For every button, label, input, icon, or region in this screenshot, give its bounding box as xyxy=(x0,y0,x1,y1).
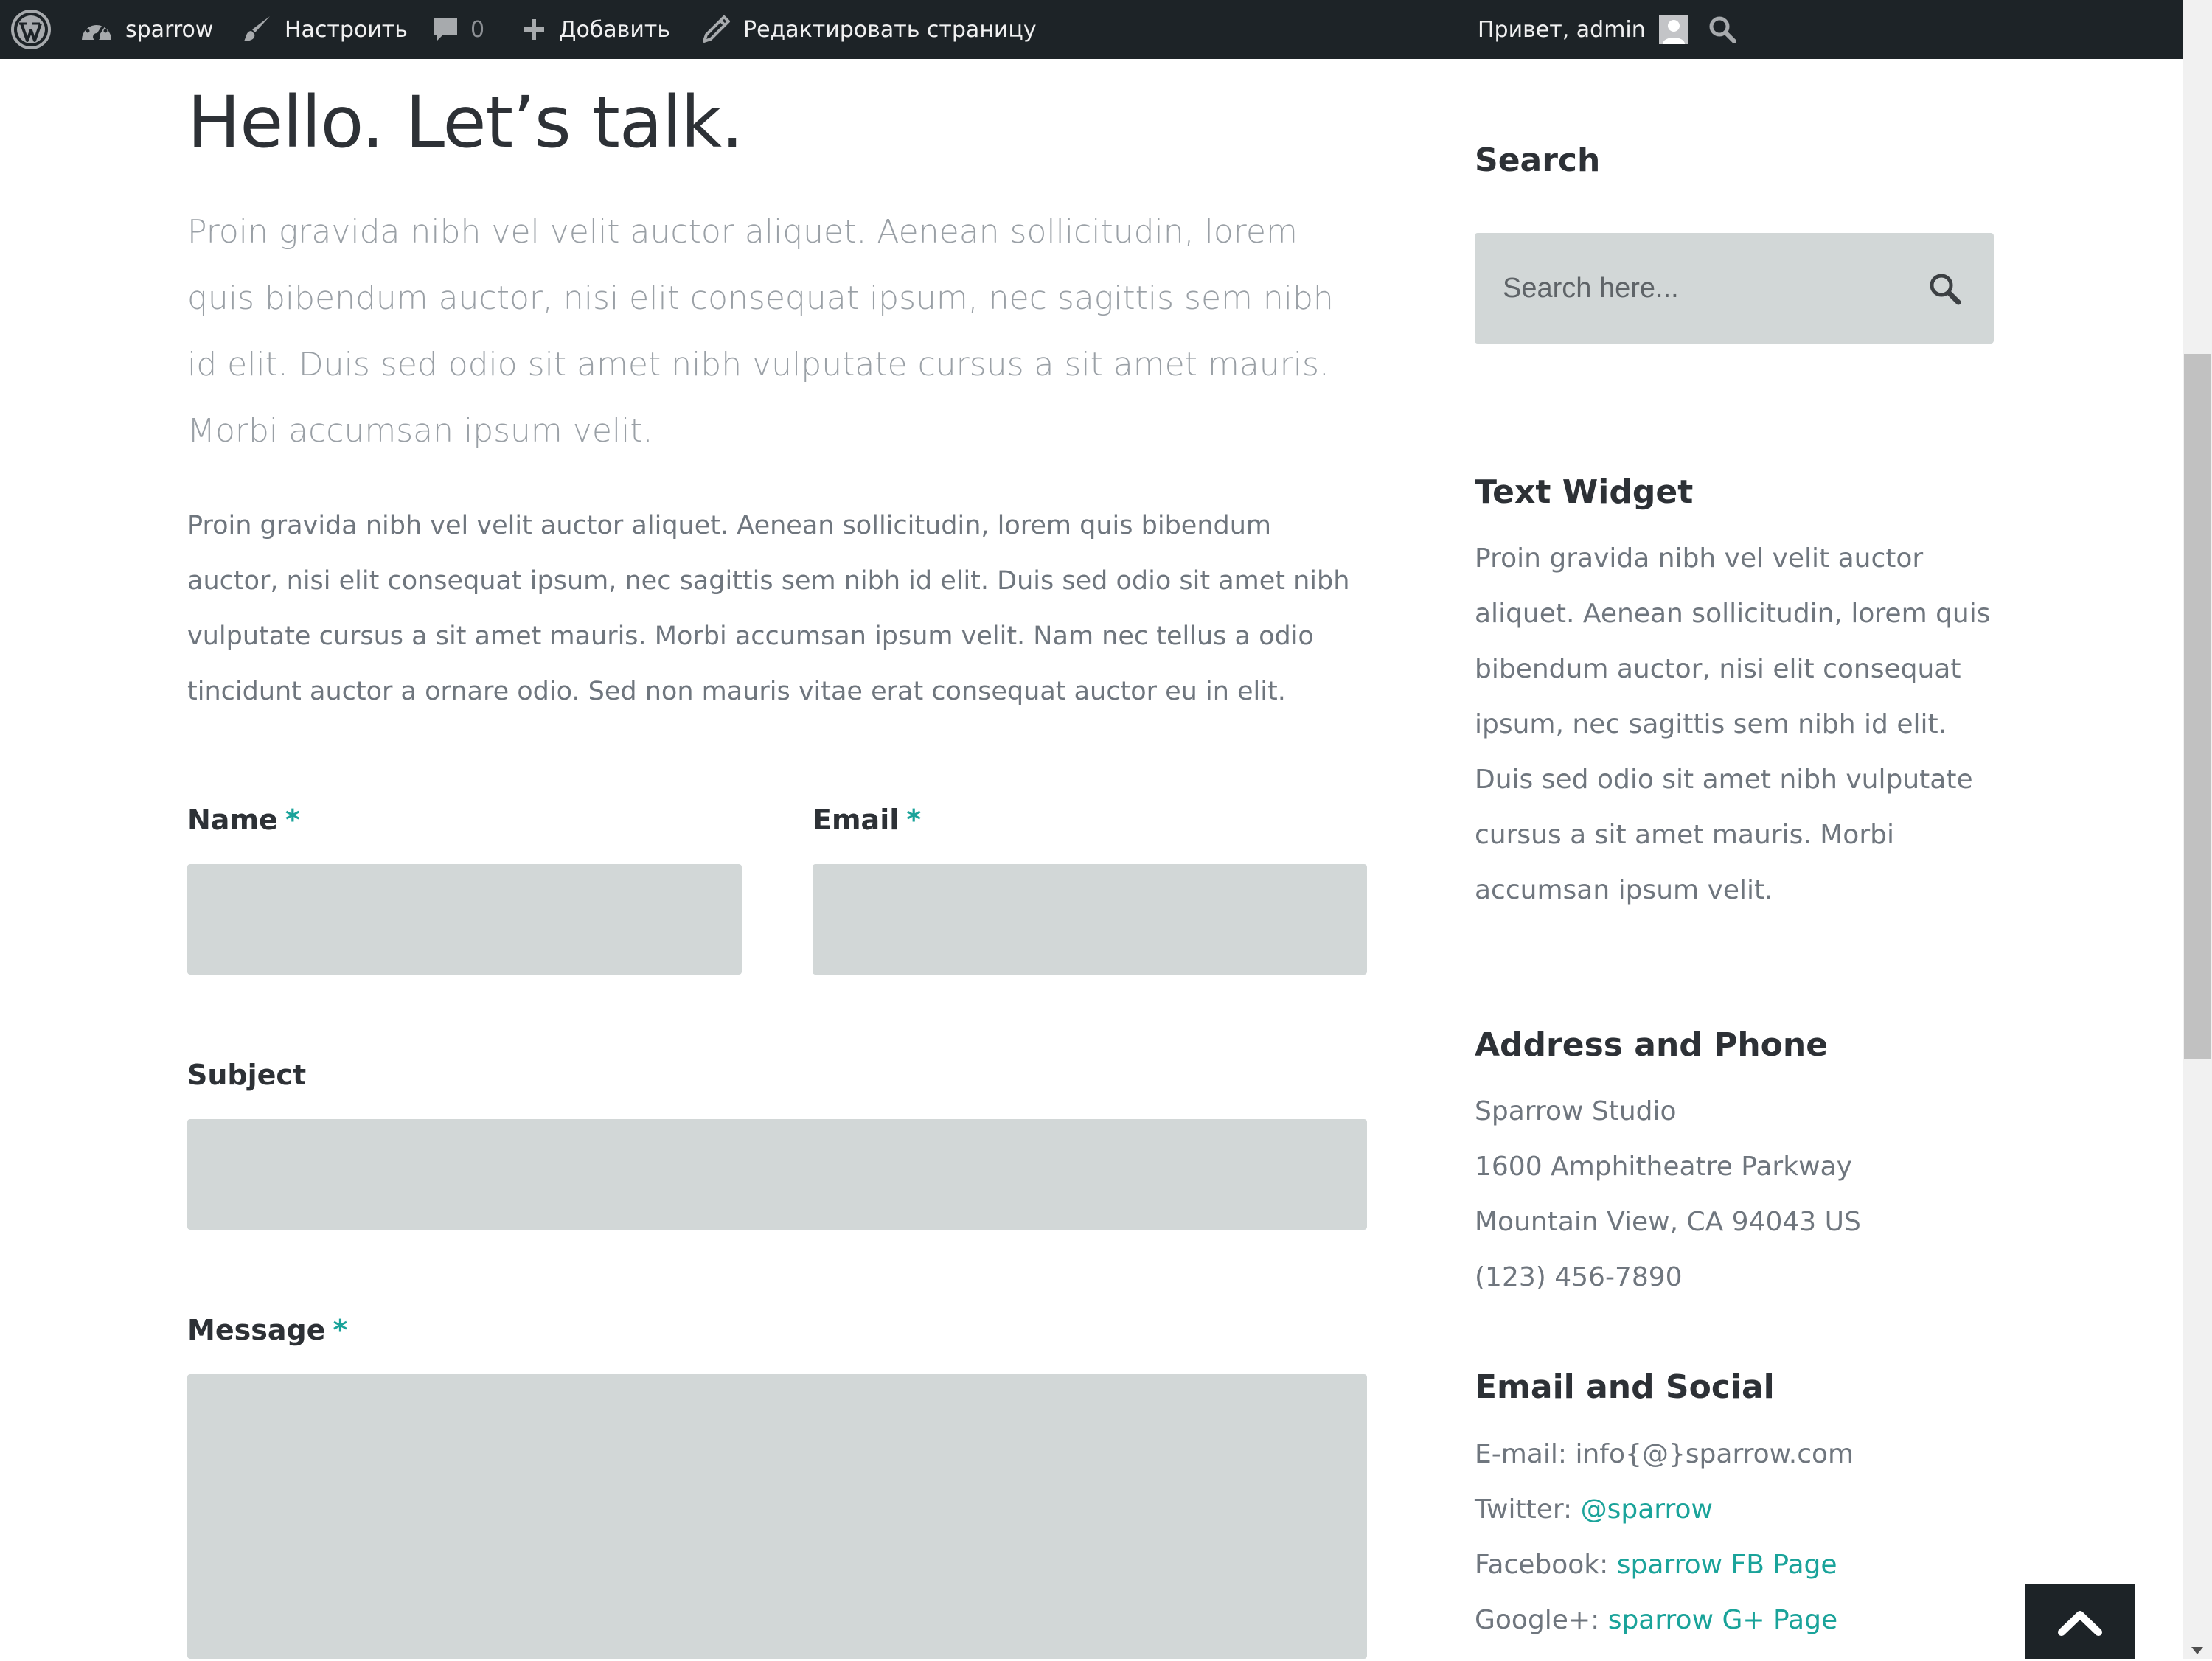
dashboard-icon xyxy=(80,15,114,44)
google-plus-line xyxy=(1475,1592,1837,1648)
customize-label: Настроить xyxy=(285,16,408,43)
facebook-link[interactable]: sparrow FB Page xyxy=(1616,1550,1837,1580)
twitter-line xyxy=(1475,1482,1713,1537)
body-paragraph: Proin gravida nibh vel velit auctor aliquet. Aenean sollicitudin, lorem quis bibendum auctor, nisi elit consequat ipsum, nec sagittis sem nibh id elit. Duis sed odio sit amet nibh vulputate cursus a sit amet mauris. Morbi accumsan ipsum velit. Nam nec tellus a odio tincidunt auctor a ornare odio. Sed non mauris vitae erat consequat auctor eu in elit. xyxy=(187,511,1350,706)
subject-label-text: Subject xyxy=(187,1059,307,1091)
my-account-menu[interactable] xyxy=(1478,0,1688,59)
comment-bubble-icon xyxy=(431,15,460,44)
page-title: Hello. Let’s talk. xyxy=(187,81,743,164)
address-widget-title: Address and Phone xyxy=(1475,1026,1829,1064)
text-widget-body: Proin gravida nibh vel velit auctor aliquet. Aenean sollicitudin, lorem quis bibendum auctor, nisi elit consequat ipsum, nec sagittis sem nibh id elit. Duis sed odio sit amet nibh vulputate cursus a sit amet mauris. Morbi accumsan ipsum velit. xyxy=(1475,543,1991,905)
google-plus-line-label: Google+: xyxy=(1475,1605,1600,1635)
scrollbar-thumb[interactable] xyxy=(2184,354,2211,1059)
twitter-link[interactable]: @sparrow xyxy=(1580,1494,1713,1525)
admin-bar xyxy=(0,0,2183,59)
search-submit-button[interactable] xyxy=(1926,270,1964,308)
search-input[interactable] xyxy=(1475,233,1902,344)
google-plus-link[interactable]: sparrow G+ Page xyxy=(1607,1605,1838,1635)
address-line: 1600 Amphitheatre Parkway xyxy=(1475,1152,1852,1182)
add-new-label: Добавить xyxy=(559,16,671,43)
message-label-text: Message xyxy=(187,1314,326,1346)
message-label xyxy=(187,1308,347,1352)
twitter-line-label: Twitter: xyxy=(1475,1494,1573,1525)
search-icon xyxy=(1708,15,1737,44)
chevron-up-icon xyxy=(2025,1650,2135,1661)
edit-page-menu[interactable] xyxy=(700,0,1037,59)
email-line xyxy=(1475,1427,1854,1482)
address-line: Sparrow Studio xyxy=(1475,1096,1677,1127)
required-mark: * xyxy=(906,804,922,836)
name-label-text: Name xyxy=(187,804,278,836)
customize-menu[interactable] xyxy=(240,0,408,59)
site-name-menu[interactable] xyxy=(80,0,213,59)
greeting-label: Привет, admin xyxy=(1478,16,1646,43)
site-name-label: sparrow xyxy=(125,16,214,43)
paintbrush-icon xyxy=(240,13,273,46)
scroll-down-arrow-icon[interactable] xyxy=(2191,1647,2203,1654)
search-widget-title: Search xyxy=(1475,142,1601,179)
plus-icon xyxy=(521,16,547,43)
email-line-label: E-mail: xyxy=(1475,1439,1567,1469)
search-widget xyxy=(1475,233,1994,344)
subject-label xyxy=(187,1053,306,1097)
avatar xyxy=(1659,15,1688,44)
search-icon xyxy=(1926,299,1964,310)
email-input[interactable] xyxy=(813,864,1367,975)
message-textarea[interactable] xyxy=(187,1374,1367,1659)
name-input[interactable] xyxy=(187,864,742,975)
wordpress-logo-menu[interactable] xyxy=(10,0,52,59)
pencil-icon xyxy=(700,14,731,45)
comments-menu[interactable] xyxy=(431,0,484,59)
edit-page-label: Редактировать страницу xyxy=(743,16,1037,43)
facebook-line xyxy=(1475,1537,1837,1592)
page-scrollbar[interactable] xyxy=(2183,0,2212,1659)
email-label xyxy=(813,798,921,842)
subject-input[interactable] xyxy=(187,1119,1367,1230)
add-new-menu[interactable] xyxy=(521,0,670,59)
comments-count: 0 xyxy=(470,16,485,43)
lead-paragraph: Proin gravida nibh vel velit auctor aliquet. Aenean sollicitudin, lorem quis bibendum auctor, nisi elit consequat ipsum, nec sagittis sem nibh id elit. Duis sed odio sit amet nibh vulputate cursus a sit amet mauris. Morbi accumsan ipsum velit. xyxy=(187,213,1334,450)
social-widget-title: Email and Social xyxy=(1475,1368,1775,1406)
address-line: Mountain View, CA 94043 US xyxy=(1475,1207,1861,1237)
adminbar-search-button[interactable] xyxy=(1708,0,1737,59)
email-line-value: info{@}sparrow.com xyxy=(1575,1439,1854,1469)
required-mark: * xyxy=(285,804,300,836)
facebook-line-label: Facebook: xyxy=(1475,1550,1609,1580)
back-to-top-button[interactable] xyxy=(2025,1584,2135,1659)
text-widget-title: Text Widget xyxy=(1475,473,1694,511)
phone-line: (123) 456-7890 xyxy=(1475,1262,1683,1292)
email-label-text: Email xyxy=(813,804,900,836)
required-mark: * xyxy=(333,1314,348,1346)
wordpress-logo-icon xyxy=(10,9,52,50)
name-label xyxy=(187,798,300,842)
